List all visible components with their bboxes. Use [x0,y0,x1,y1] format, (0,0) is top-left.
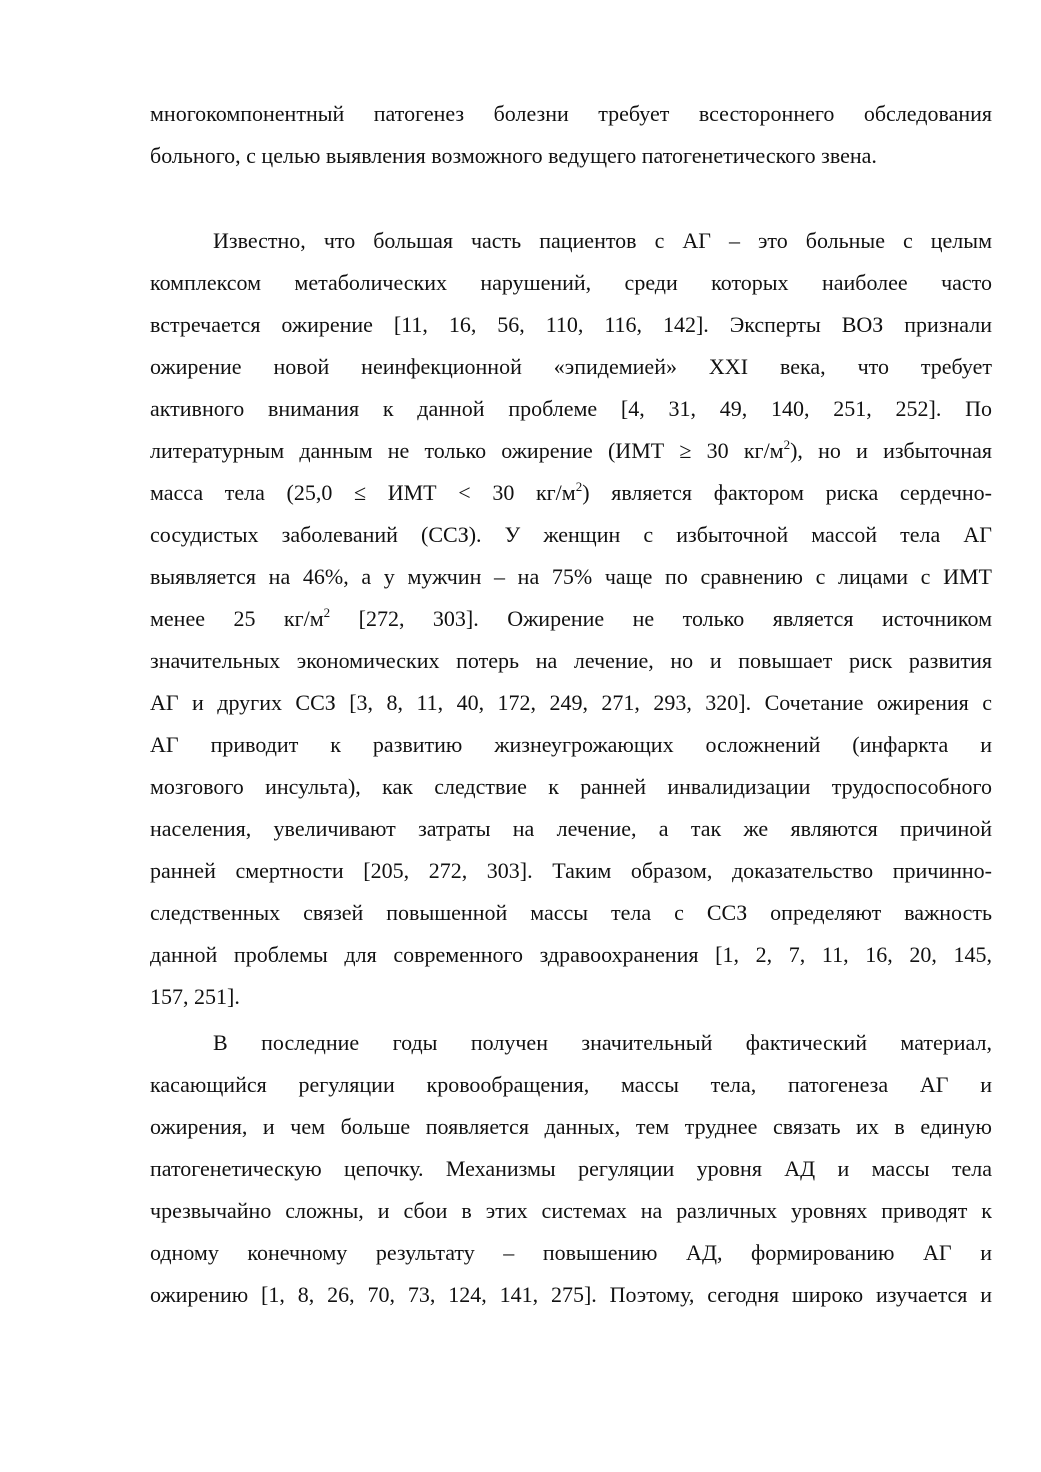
text-line: чрезвычайно сложны, и сбои в этих системах на различных уровнях приводят к [150,1198,992,1223]
text-fragment: менее 25 кг/м [150,606,324,631]
superscript: 2 [575,479,583,494]
text-fragment: ) является фактором риска сердечно- [582,480,992,505]
text-line: АГ и других ССЗ [3, 8, 11, 40, 172, 249, 271, 293, 320]. Сочетание ожирения с [150,690,992,715]
text-line: АГ приводит к развитию жизнеугрожающих осложнений (инфаркта и [150,732,992,757]
text-fragment: масса тела (25,0 ≤ ИМТ < 30 кг/м [150,480,576,505]
text-line: ожирения, и чем больше появляется данных, тем труднее связать их в единую [150,1114,992,1139]
text-line: ранней смертности [205, 272, 303]. Таким образом, доказательство причинно- [150,858,992,883]
text-line: В последние годы получен значительный фактический материал, [213,1030,992,1055]
text-line: мозгового инсульта), как следствие к ранней инвалидизации трудоспособного [150,774,992,799]
text-line: встречается ожирение [11, 16, 56, 110, 116, 142]. Эксперты ВОЗ признали [150,312,992,337]
text-line: значительных экономических потерь на лечение, но и повышает риск развития [150,648,992,673]
paragraph-continuation [150,93,992,177]
superscript: 2 [783,437,791,452]
text-line: одному конечному результату – повышению АД, формированию АГ и [150,1240,992,1265]
text-fragment: литературным данным не только ожирение (ИМТ ≥ 30 кг/м [150,438,784,463]
text-line [150,598,992,640]
text-line [150,430,992,472]
text-fragment: [272, 303]. Ожирение не только является источником [330,606,992,631]
paragraph-regulation [150,1022,992,1316]
paragraph-obesity [150,220,992,1018]
text-line [150,472,992,514]
text-line: выявляется на 46%, а у мужчин – на 75% чаще по сравнению с лицами с ИМТ [150,564,992,589]
text-line: Известно, что большая часть пациентов с АГ – это больные с целым [213,228,992,253]
text-line: многокомпонентный патогенез болезни требует всестороннего обследования [150,101,992,126]
text-line: данной проблемы для современного здравоохранения [1, 2, 7, 11, 16, 20, 145, [150,942,992,967]
text-line: касающийся регуляции кровообращения, массы тела, патогенеза АГ и [150,1072,992,1097]
text-line: патогенетическую цепочку. Механизмы регуляции уровня АД и массы тела [150,1156,992,1181]
text-line: следственных связей повышенной массы тела с ССЗ определяют важность [150,900,992,925]
text-line: активного внимания к данной проблеме [4, 31, 49, 140, 251, 252]. По [150,396,992,421]
superscript: 2 [323,605,331,620]
text-line: больного, с целью выявления возможного ведущего патогенетического звена. [150,143,877,168]
text-line: населения, увеличивают затраты на лечение, а так же являются причиной [150,816,992,841]
text-line: ожирение новой неинфекционной «эпидемией» XXI века, что требует [150,354,992,379]
text-fragment: ), но и избыточная [790,438,992,463]
text-line: сосудистых заболеваний (ССЗ). У женщин с избыточной массой тела АГ [150,522,992,547]
text-line: ожирению [1, 8, 26, 70, 73, 124, 141, 275]. Поэтому, сегодня широко изучается и [150,1282,992,1307]
text-line: 157, 251]. [150,984,240,1009]
text-line: комплексом метаболических нарушений, среди которых наиболее часто [150,270,992,295]
